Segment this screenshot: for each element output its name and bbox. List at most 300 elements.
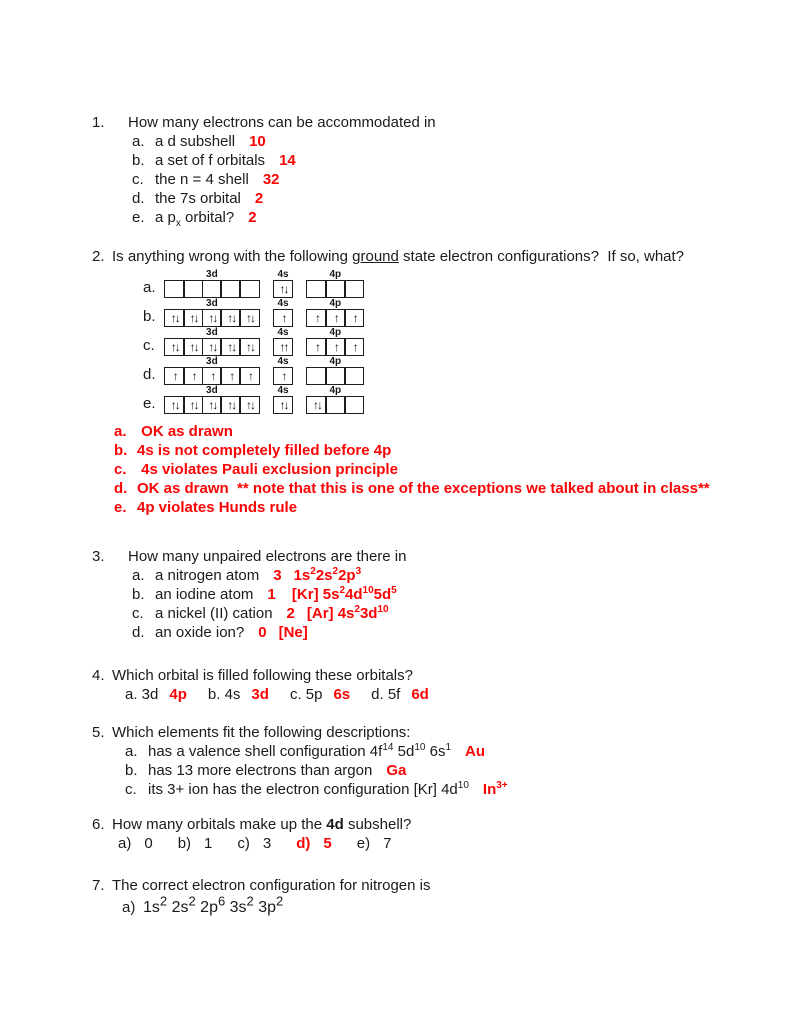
- orbital-group-label: 4p: [329, 298, 342, 309]
- question-item: [125, 742, 761, 761]
- question-item: [132, 604, 761, 623]
- orbital-group-label: 4p: [329, 356, 342, 367]
- orbital-boxes: [273, 396, 294, 414]
- question-2-prompt-row: [92, 247, 761, 266]
- question-prompt: [128, 548, 406, 565]
- orbital-group: [164, 356, 260, 385]
- item-letter: a.: [125, 743, 138, 760]
- orbital-box: ↑↓: [202, 309, 223, 327]
- orbital-group: [306, 356, 364, 385]
- orbital-boxes: [306, 396, 364, 414]
- question-prompt: [112, 724, 410, 741]
- orbital-group-label: 4p: [329, 327, 342, 338]
- option-label: b. 4s: [207, 686, 241, 703]
- orbital-box: ↑↓: [273, 280, 294, 298]
- orbital-group-label: 4s: [277, 385, 289, 396]
- item-text: [155, 190, 241, 207]
- question-item: [114, 479, 761, 498]
- question-item: [132, 208, 761, 227]
- orbital-box: ↑: [344, 309, 365, 327]
- orbital-group-label: 4p: [329, 269, 342, 280]
- question-item: [114, 441, 761, 460]
- orbital-boxes: [164, 367, 260, 385]
- orbital-boxes: [306, 338, 364, 356]
- orbital-box: ↑: [164, 367, 185, 385]
- option: [237, 834, 271, 853]
- question-number: 5.: [92, 724, 105, 741]
- question-6-options: [92, 834, 761, 853]
- superscript: 2: [339, 585, 345, 596]
- item-letter: c.: [114, 461, 127, 478]
- item-text: [155, 152, 265, 169]
- option-answer: 4p: [169, 686, 187, 703]
- orbital-box: ↑↓: [164, 338, 185, 356]
- orbital-box: ↑: [325, 338, 346, 356]
- superscript: 10: [362, 585, 374, 596]
- question-number: 1.: [92, 114, 105, 131]
- question-3: [92, 547, 761, 642]
- question-4-prompt-row: [92, 666, 761, 685]
- question-item: [114, 460, 761, 479]
- superscript: 2: [310, 566, 316, 577]
- item-answer: [248, 209, 256, 226]
- item-answer-config: [279, 624, 308, 641]
- orbital-box: ↑↓: [239, 309, 260, 327]
- option-label: e): [356, 835, 371, 852]
- orbital-group-label: 3d: [206, 298, 218, 309]
- text-run: 2: [254, 190, 264, 207]
- text-run: How many unpaired electrons are there in: [128, 548, 407, 565]
- superscript: 2: [354, 604, 360, 615]
- question-item: [132, 151, 761, 170]
- item-answer: [465, 743, 485, 760]
- orbital-boxes: [306, 367, 364, 385]
- orbital-group: [164, 269, 260, 298]
- item-letter: b.: [132, 586, 145, 603]
- text-run: 0: [258, 624, 267, 641]
- text-run: 10: [249, 133, 266, 150]
- text-run: a set of f orbitals: [155, 152, 266, 169]
- diagram-row-letter: b.: [143, 308, 156, 325]
- item-text: [137, 480, 710, 497]
- diagram-row: [143, 356, 761, 385]
- orbital-boxes: [164, 309, 260, 327]
- question-4: [92, 666, 761, 704]
- question-5-items: [92, 742, 761, 799]
- item-text: [155, 209, 235, 229]
- orbital-box: ↑↓: [273, 396, 294, 414]
- question-number: 7.: [92, 877, 105, 894]
- orbital-boxes: [273, 309, 294, 327]
- text-run: has 13 more electrons than argon: [148, 762, 373, 779]
- orbital-box: ↑↓: [239, 338, 260, 356]
- text-run: 1s: [143, 899, 160, 916]
- orbital-group-label: 3d: [206, 327, 218, 338]
- question-prompt: [112, 816, 411, 833]
- orbital-box: ↑↓: [164, 396, 185, 414]
- superscript: 5: [391, 585, 397, 596]
- text-run: 5d: [393, 743, 415, 760]
- superscript: 2: [159, 893, 168, 909]
- diagram-row: [143, 269, 761, 298]
- question-1-prompt-row: [92, 113, 761, 132]
- item-letter: b.: [132, 152, 145, 169]
- text-run: an iodine atom: [155, 586, 254, 603]
- orbital-boxes: [164, 338, 260, 356]
- orbital-diagram: [143, 269, 761, 414]
- item-answer: [273, 567, 281, 584]
- text-run: 3: [273, 567, 282, 584]
- question-item: [125, 761, 761, 780]
- orbital-box: ↑: [306, 338, 327, 356]
- diagram-row: [143, 385, 761, 414]
- question-1-items: [92, 132, 761, 227]
- orbital-box: ↑↓: [220, 338, 241, 356]
- orbital-box: ↑↓: [183, 338, 204, 356]
- superscript: 3+: [496, 780, 508, 791]
- text-run: has a valence shell configuration 4f: [148, 743, 383, 760]
- item-letter: e.: [114, 499, 127, 516]
- superscript: 2: [188, 893, 196, 909]
- question-item: [114, 422, 761, 441]
- item-letter: b.: [125, 762, 138, 779]
- orbital-group-label: 3d: [206, 356, 218, 367]
- electron-configuration: [143, 893, 284, 916]
- orbital-group-label: 4s: [277, 356, 289, 367]
- orbital-box: [164, 280, 185, 298]
- item-answer: [249, 133, 266, 150]
- item-text: [155, 605, 273, 622]
- text-run: OK as drawn ** note that this is one of the exceptions we talked about in class**: [137, 480, 710, 497]
- item-answer-config: [307, 605, 389, 622]
- orbital-boxes: [273, 280, 294, 298]
- text-run: 3s: [225, 899, 247, 916]
- option: [357, 834, 392, 853]
- question-prompt: [112, 667, 413, 684]
- text-run: 2: [248, 209, 257, 226]
- text-run: 4d: [326, 816, 344, 833]
- question-4-options: [92, 685, 761, 704]
- question-1: [92, 113, 761, 227]
- orbital-box: ↑: [273, 367, 294, 385]
- orbital-group: [306, 269, 364, 298]
- text-run: its 3+ ion has the electron configuration [Kr] 4d: [148, 781, 458, 798]
- question-7: [92, 876, 761, 920]
- superscript: 2: [276, 893, 284, 909]
- item-text: [148, 781, 469, 798]
- superscript: 6: [217, 893, 226, 909]
- text-run: 3d: [359, 605, 378, 622]
- item-answer: [386, 762, 406, 779]
- item-text: [137, 461, 398, 478]
- question-item: [114, 498, 761, 517]
- item-letter: a): [122, 899, 136, 916]
- question-5: [92, 723, 761, 799]
- text-run: a d subshell: [155, 133, 236, 150]
- orbital-group: [273, 356, 294, 385]
- orbital-group: [306, 385, 364, 414]
- item-text: [148, 762, 372, 779]
- orbital-boxes: [273, 338, 294, 356]
- text-run: [Ne]: [278, 624, 308, 641]
- option-value: 5: [323, 835, 332, 852]
- text-run: 5d: [373, 586, 392, 603]
- option-answer: 3d: [251, 686, 269, 703]
- question-2-answers: [92, 422, 761, 517]
- orbital-group: [306, 327, 364, 356]
- text-run: 6s: [425, 743, 446, 760]
- orbital-group-label: 4s: [277, 327, 289, 338]
- orbital-group-label: 4p: [329, 385, 342, 396]
- item-text: [155, 133, 235, 150]
- option-label: a): [118, 835, 132, 852]
- item-answer: [255, 190, 263, 207]
- text-run: The correct electron configuration for nitrogen is: [112, 877, 431, 894]
- orbital-group-label: 4s: [277, 298, 289, 309]
- option: [290, 685, 350, 704]
- text-run: 2s: [315, 567, 333, 584]
- orbital-group: [164, 385, 260, 414]
- orbital-box: ↑↓: [202, 396, 223, 414]
- item-letter: d.: [132, 190, 145, 207]
- question-6: [92, 815, 761, 853]
- orbital-boxes: [273, 367, 294, 385]
- item-text: [148, 743, 451, 760]
- text-run: state electron configurations? If so, what?: [398, 248, 685, 265]
- orbital-group: [164, 327, 260, 356]
- option-value: 0: [144, 835, 153, 852]
- item-answer: [263, 171, 280, 188]
- item-answer: [267, 586, 275, 603]
- item-letter: e.: [132, 209, 145, 226]
- orbital-box: [220, 280, 241, 298]
- item-text: [155, 171, 249, 188]
- text-run: 1s: [293, 567, 311, 584]
- text-run: 3p: [253, 899, 277, 916]
- orbital-group: [306, 298, 364, 327]
- question-item: [132, 132, 761, 151]
- superscript: 2: [246, 893, 254, 909]
- text-run: Au: [465, 743, 486, 760]
- question-3-items: [92, 566, 761, 642]
- question-prompt: [112, 248, 684, 265]
- question-item: [132, 189, 761, 208]
- orbital-box: ↑↓: [183, 396, 204, 414]
- orbital-boxes: [306, 309, 364, 327]
- option: [125, 685, 187, 704]
- orbital-group: [273, 327, 294, 356]
- text-run: 2p: [195, 899, 218, 916]
- text-run: How many electrons can be accommodated in: [128, 114, 436, 131]
- item-text: [155, 567, 259, 584]
- option: [118, 834, 153, 853]
- option-value: 3: [262, 835, 272, 852]
- text-run: the 7s orbital: [155, 190, 241, 207]
- orbital-box: ↑↑: [273, 338, 294, 356]
- orbital-box: ↑↓: [164, 309, 185, 327]
- text-run: 4d: [345, 586, 363, 603]
- orbital-box: ↑: [220, 367, 241, 385]
- question-6-prompt-row: [92, 815, 761, 834]
- text-run: [Ar] 4s: [306, 605, 355, 622]
- item-answer-config: [294, 567, 362, 584]
- question-item: [132, 585, 761, 604]
- question-item: [132, 623, 761, 642]
- question-7-option-a: [92, 893, 761, 920]
- orbital-box: [325, 367, 346, 385]
- question-number: 2.: [92, 248, 105, 265]
- text-run: 14: [279, 152, 296, 169]
- orbital-group: [273, 269, 294, 298]
- text-run: Is anything wrong with the following: [112, 248, 353, 265]
- orbital-group: [164, 298, 260, 327]
- item-letter: d.: [132, 624, 145, 641]
- orbital-box: ↑↓: [220, 309, 241, 327]
- question-item: [132, 170, 761, 189]
- text-run: 4p violates Hunds rule: [137, 499, 298, 516]
- item-letter: a.: [132, 133, 145, 150]
- superscript: 2: [332, 566, 339, 577]
- orbital-group-label: 3d: [206, 269, 218, 280]
- item-answer-config: [288, 586, 397, 603]
- orbital-box: ↑: [344, 338, 365, 356]
- orbital-box: ↑↓: [239, 396, 260, 414]
- item-answer: [279, 152, 296, 169]
- orbital-box: [183, 280, 204, 298]
- orbital-box: [306, 280, 327, 298]
- superscript: 10: [457, 780, 469, 791]
- superscript: 14: [382, 742, 394, 753]
- text-run: 2: [286, 605, 295, 622]
- option-value: 7: [383, 835, 392, 852]
- text-run: 2s: [167, 899, 189, 916]
- orbital-boxes: [164, 396, 260, 414]
- text-run: orbital?: [180, 209, 235, 226]
- orbital-box: [344, 396, 365, 414]
- question-number: 4.: [92, 667, 105, 684]
- text-run: How many orbitals make up the: [112, 816, 327, 833]
- superscript: 1: [445, 742, 452, 753]
- question-prompt: [112, 877, 431, 894]
- orbital-box: ↑↓: [306, 396, 327, 414]
- option: [208, 685, 269, 704]
- orbital-box: ↑↓: [202, 338, 223, 356]
- question-2: [92, 247, 761, 517]
- option: [371, 685, 429, 704]
- option-label: c. 5p: [289, 686, 323, 703]
- item-text: [155, 586, 253, 603]
- orbital-boxes: [164, 280, 260, 298]
- text-run: 4s violates Pauli exclusion principle: [137, 461, 398, 478]
- item-text: [137, 499, 297, 516]
- item-answer: [258, 624, 266, 641]
- superscript: 3: [355, 566, 362, 577]
- text-run: a nickel (II) cation: [155, 605, 273, 622]
- question-3-prompt-row: [92, 547, 761, 566]
- diagram-row: [143, 327, 761, 356]
- text-run: OK as drawn: [137, 423, 233, 440]
- diagram-row-letter: c.: [143, 337, 155, 354]
- option-label: a. 3d: [125, 686, 159, 703]
- question-item: [125, 780, 761, 799]
- item-letter: a.: [114, 423, 127, 440]
- orbital-box: ↑: [239, 367, 260, 385]
- option-label: c): [237, 835, 250, 852]
- question-7-prompt-row: [92, 876, 761, 895]
- orbital-box: [306, 367, 327, 385]
- option-answer: 6s: [333, 686, 351, 703]
- question-number: 3.: [92, 548, 105, 565]
- text-run: a nitrogen atom: [155, 567, 260, 584]
- text-run: subshell?: [343, 816, 412, 833]
- superscript: 10: [377, 604, 389, 615]
- orbital-box: ↑: [325, 309, 346, 327]
- orbital-box: ↑: [183, 367, 204, 385]
- superscript: 10: [414, 742, 426, 753]
- orbital-box: [202, 280, 223, 298]
- orbital-group: [273, 298, 294, 327]
- text-run: a p: [155, 209, 176, 226]
- question-prompt: [128, 114, 436, 131]
- option: [296, 834, 332, 853]
- text-run: ground: [352, 248, 399, 265]
- orbital-box: ↑↓: [220, 396, 241, 414]
- orbital-box: ↑: [306, 309, 327, 327]
- text-run: In: [482, 781, 497, 798]
- option-label: d): [296, 835, 311, 852]
- text-run: Which orbital is filled following these orbitals?: [112, 667, 413, 684]
- orbital-box: [344, 367, 365, 385]
- text-run: Which elements fit the following descriptions:: [112, 724, 411, 741]
- item-answer: [483, 781, 508, 798]
- text-run: Ga: [386, 762, 407, 779]
- item-letter: c.: [132, 171, 144, 188]
- text-run: 4s is not completely filled before 4p: [137, 442, 392, 459]
- item-text: [137, 423, 233, 440]
- text-run: the n = 4 shell: [155, 171, 249, 188]
- orbital-box: [325, 396, 346, 414]
- diagram-row-letter: d.: [143, 366, 156, 383]
- item-text: [155, 624, 244, 641]
- orbital-box: [239, 280, 260, 298]
- question-number: 6.: [92, 816, 105, 833]
- orbital-box: [344, 280, 365, 298]
- question-5-prompt-row: [92, 723, 761, 742]
- text-run: an oxide ion?: [155, 624, 245, 641]
- option: [178, 834, 213, 853]
- option-label: b): [177, 835, 192, 852]
- orbital-box: [325, 280, 346, 298]
- orbital-boxes: [306, 280, 364, 298]
- subscript: x: [175, 218, 181, 229]
- orbital-group: [273, 385, 294, 414]
- item-text: [137, 442, 391, 459]
- option-label: d. 5f: [371, 686, 401, 703]
- text-run: 32: [262, 171, 280, 188]
- orbital-box: ↑: [202, 367, 223, 385]
- item-letter: b.: [114, 442, 128, 459]
- orbital-box: ↑: [273, 309, 294, 327]
- orbital-box: ↑↓: [183, 309, 204, 327]
- item-letter: c.: [132, 605, 144, 622]
- option-value: 1: [204, 835, 213, 852]
- text-run: 2p: [338, 567, 356, 584]
- option-answer: 6d: [411, 686, 429, 703]
- orbital-group-label: 4s: [277, 269, 289, 280]
- orbital-group-label: 3d: [206, 385, 218, 396]
- text-run: 1: [267, 586, 276, 603]
- diagram-row-letter: e.: [143, 395, 156, 412]
